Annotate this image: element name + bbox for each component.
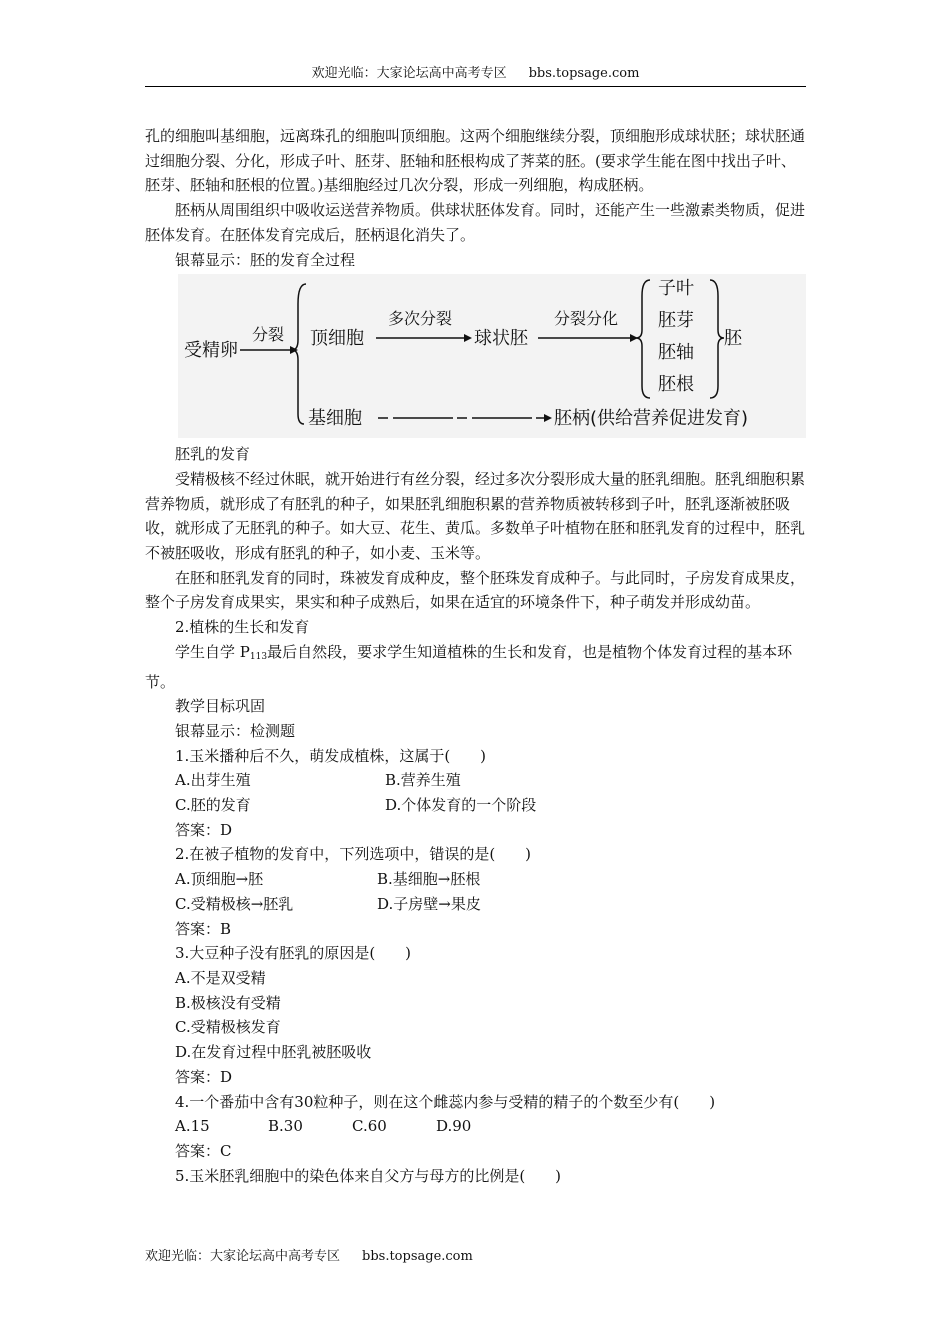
arrow-head [544, 414, 552, 422]
page-footer [145, 1248, 473, 1266]
page-header [145, 64, 806, 87]
section-title: 教学目标巩固 [175, 697, 266, 716]
fertilized-egg-label: 受精卵 [184, 340, 238, 362]
question-stem: 3.大豆种子没有胚乳的原因是( ) [175, 944, 412, 963]
header-site-url[interactable]: bbs.topsage.com [528, 66, 640, 81]
suspensor-label: 胚柄(供给营养促进发育) [554, 408, 749, 430]
option: D.在发育过程中胚乳被胚吸收 [175, 1043, 372, 1062]
footer-site-name: 欢迎光临：大家论坛高中高考专区 [145, 1249, 341, 1264]
answer: 答案：C [175, 1141, 232, 1160]
paragraph: 受精极核不经过休眠，就开始进行有丝分裂，经过多次分裂形成大量的胚乳细胞。胚乳细胞积累营养物质，就形成了有胚乳的种子，如果胚乳细胞积累的营养物质被转移到子叶，胚乳逐渐被胚吸收，就形成了无胚乳的种子。如大豆、花生、黄瓜。多数单子叶植物在胚和胚乳发育的过程中，胚乳不被胚吸收，形成有胚乳的种子，如小麦、玉米等。 [145, 469, 806, 563]
paragraph: 银幕显示：胚的发育全过程 [175, 250, 356, 269]
page-subscript: 113 [249, 651, 268, 662]
answer: 答案：B [175, 919, 232, 938]
organs-brace-right [710, 280, 724, 398]
options-row [145, 892, 806, 917]
option: D.子房壁→果皮 [377, 894, 481, 913]
division-differentiation-label: 分裂分化 [554, 309, 619, 329]
question-stem: 5.玉米胚乳细胞中的染色体来自父方与母方的比例是( ) [175, 1166, 562, 1185]
organs-brace-left [636, 280, 650, 398]
option: A.出芽生殖 [175, 771, 251, 790]
paragraph: 胚柄从周围组织中吸收运送营养物质。供球状胚体发育。同时，还能产生一些激素类物质，促进胚体发育。在胚体发育完成后，胚柄退化消失了。 [145, 201, 806, 244]
screen-note: 银幕显示：检测题 [175, 721, 296, 740]
option: B.极核没有受精 [175, 993, 281, 1012]
option: A.15 [175, 1117, 210, 1136]
options-row [145, 793, 806, 818]
header-site-name: 欢迎光临：大家论坛高中高考专区 [311, 66, 507, 81]
paragraph: 在胚和胚乳发育的同时，珠被发育成种皮，整个胚珠发育成种子。与此同时，子房发育成果皮，整个子房发育成果实，果实和种子成熟后，如果在适宜的环境条件下，种子萌发并形成幼苗。 [145, 568, 806, 612]
globular-embryo-label: 球状胚 [474, 328, 528, 350]
main-brace [292, 284, 306, 424]
option: B.营养生殖 [385, 771, 461, 790]
option: B.基细胞→胚根 [377, 870, 481, 889]
option: A.顶细胞→胚 [175, 870, 264, 889]
option: C.60 [352, 1117, 387, 1136]
options-row [145, 1114, 806, 1139]
option: D.90 [436, 1117, 472, 1136]
text-segment: 学生自学 P [175, 642, 250, 661]
options-row [145, 768, 806, 793]
option: D.个体发育的一个阶段 [385, 796, 537, 815]
option: C.胚的发育 [175, 796, 251, 815]
answer: 答案：D [175, 1067, 233, 1086]
embryo-development-diagram [178, 274, 806, 438]
hypocotyl-label: 胚轴 [658, 342, 694, 364]
question-stem: 2.在被子植物的发育中，下列选项中，错误的是( ) [175, 845, 532, 864]
section-title: 2.植株的生长和发育 [175, 618, 310, 637]
question-stem: 1.玉米播种后不久，萌发成植株，这属于( ) [175, 746, 487, 765]
options-row [145, 867, 806, 892]
cotyledon-label: 子叶 [658, 278, 694, 300]
arrow-head [464, 334, 472, 342]
option: A.不是双受精 [175, 968, 266, 987]
division-label: 分裂 [252, 325, 285, 345]
embryo-label: 胚 [724, 328, 742, 350]
footer-site-url[interactable]: bbs.topsage.com [362, 1249, 473, 1264]
apical-cell-label: 顶细胞 [310, 328, 364, 350]
answer: 答案：D [175, 820, 233, 839]
question-stem: 4.一个番茄中含有30粒种子，则在这个雌蕊内参与受精的精子的个数至少有( ) [175, 1092, 716, 1111]
paragraph [145, 640, 806, 694]
paragraph: 孔的细胞叫基细胞，远离珠孔的细胞叫顶细胞。这两个细胞继续分裂，顶细胞形成球状胚；球状胚通过细胞分裂、分化，形成子叶、胚芽、胚轴和胚根构成了荠菜的胚。(要求学生能在图中找出子叶、胚芽、胚轴和胚根的位置。)基细胞经过几次分裂，形成一列细胞，构成胚柄。 [145, 127, 806, 195]
plumule-label: 胚芽 [658, 310, 694, 332]
multiple-division-label: 多次分裂 [388, 309, 453, 329]
option: B.30 [268, 1117, 303, 1136]
document-body [145, 124, 806, 1188]
basal-cell-label: 基细胞 [308, 408, 362, 430]
text-segment: 最后自然段，要求学生知道植株的生长和发育，也是植物个体发育过程的基本环节。 [145, 642, 793, 691]
option: C.受精极核→胚乳 [175, 894, 294, 913]
option: C.受精极核发育 [175, 1018, 281, 1037]
radicle-label: 胚根 [658, 374, 694, 396]
section-title: 胚乳的发育 [175, 445, 251, 464]
